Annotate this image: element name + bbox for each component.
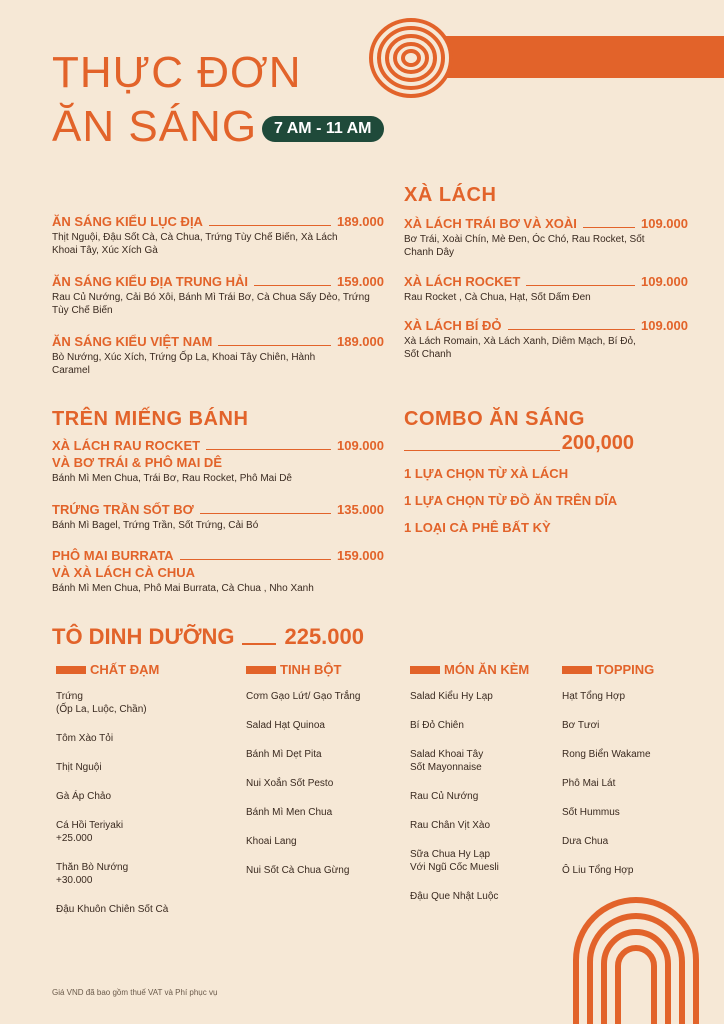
option-item: Cơm Gạo Lứt/ Gạo Trắng — [246, 691, 361, 702]
column-head-label: TINH BỘT — [280, 662, 342, 677]
option-item: Hạt Tổng Hợp — [562, 691, 626, 702]
item-name: XÀ LÁCH RAU ROCKET — [52, 438, 201, 453]
footer-note: Giá VND đã bao gồm thuế VAT và Phí phục vụ — [52, 988, 218, 997]
combo-line: 1 LOẠI CÀ PHÊ BẤT KỲ — [404, 520, 551, 535]
item-price: 189.000 — [337, 214, 384, 229]
option-item: Salad Hạt Quinoa — [246, 720, 325, 731]
option-item: Cá Hồi Teriyaki +25.000 — [56, 820, 124, 844]
column-head-label: TOPPING — [596, 662, 655, 677]
item-price: 135.000 — [337, 502, 384, 517]
item-price: 109.000 — [641, 274, 688, 289]
menu-item — [404, 274, 688, 304]
option-item: Dưa Chua — [562, 836, 609, 847]
page-title-line1: THỰC ĐƠN — [52, 48, 302, 97]
item-desc: Xà Lách Romain, Xà Lách Xanh, Diêm Mạch, Bí Đỏ, Sốt Chanh — [404, 336, 636, 360]
item-desc: Bánh Mì Men Chua, Phô Mai Burrata, Cà Chua , Nho Xanh — [52, 583, 314, 594]
combo-price: 200,000 — [561, 432, 634, 454]
option-item: Đậu Que Nhật Luộc — [410, 891, 499, 902]
option-item: Phô Mai Lát — [562, 778, 616, 789]
menu-item — [404, 216, 688, 259]
column-head-label: MÓN ĂN KÈM — [444, 662, 530, 677]
bowl-price: 225.000 — [284, 624, 364, 649]
item-name: ĂN SÁNG KIỂU ĐỊA TRUNG HẢI — [52, 274, 248, 289]
item-name: XÀ LÁCH TRÁI BƠ VÀ XOÀI — [404, 216, 577, 231]
option-item: Ô Liu Tổng Hợp — [562, 865, 634, 876]
menu-item — [52, 334, 384, 377]
option-item: Tôm Xào Tỏi — [56, 733, 114, 744]
column-list-topping — [562, 690, 702, 893]
item-price: 109.000 — [641, 216, 688, 231]
spiral-logo-icon — [368, 16, 724, 102]
option-item: Nui Sốt Cà Chua Gừng — [246, 865, 350, 876]
toast-section-title: TRÊN MIẾNG BÁNH — [52, 408, 249, 430]
option-item: Trứng (Ốp La, Luộc, Chần) — [56, 691, 147, 715]
menu-item — [52, 438, 384, 485]
option-item: Rau Chân Vịt Xào — [410, 820, 491, 831]
combo-line: 1 LỰA CHỌN TỪ ĐỒ ĂN TRÊN DĨA — [404, 493, 618, 508]
option-item: Bánh Mì Dẹt Pita — [246, 749, 322, 760]
item-desc: Thịt Nguội, Đậu Sốt Cà, Cà Chua, Trứng Tùy Chế Biến, Xà Lách Khoai Tây, Xúc Xích Gà — [52, 232, 338, 256]
menu-item — [52, 502, 384, 532]
salad-section-title: XÀ LÁCH — [404, 184, 497, 206]
item-name: XÀ LÁCH BÍ ĐỎ — [404, 318, 502, 333]
option-item: Rau Củ Nướng — [410, 791, 479, 802]
option-item: Salad Khoai Tây Sốt Mayonnaise — [410, 749, 484, 773]
item-price: 159.000 — [337, 548, 384, 563]
option-item: Bí Đỏ Chiên — [410, 720, 464, 731]
item-name: ĂN SÁNG KIỂU VIỆT NAM — [52, 334, 213, 349]
option-item: Đậu Khuôn Chiên Sốt Cà — [56, 904, 169, 915]
item-desc: Bánh Mì Men Chua, Trái Bơ, Rau Rocket, Phô Mai Dê — [52, 473, 292, 484]
option-item: Nui Xoắn Sốt Pesto — [246, 778, 334, 789]
item-desc: Bò Nướng, Xúc Xích, Trứng Ốp La, Khoai Tây Chiên, Hành Caramel — [52, 352, 316, 376]
item-desc: Bánh Mì Bagel, Trứng Trần, Sốt Trứng, Cải Bó — [52, 520, 259, 531]
item-price: 109.000 — [641, 318, 688, 333]
menu-item — [52, 214, 384, 257]
option-item: Bánh Mì Men Chua — [246, 807, 333, 818]
option-item: Salad Kiểu Hy Lạp — [410, 691, 493, 702]
item-desc: Bơ Trái, Xoài Chín, Mè Đen, Óc Chó, Rau Rocket, Sốt Chanh Dây — [404, 234, 645, 258]
item-name-line2: VÀ XÀ LÁCH CÀ CHUA — [52, 565, 195, 580]
column-list-protein — [56, 690, 226, 932]
item-desc: Rau Củ Nướng, Cải Bó Xôi, Bánh Mì Trái Bơ, Cà Chua Sấy Dẻo, Trứng Tùy Chế Biến — [52, 292, 370, 316]
column-head-side — [410, 662, 529, 677]
item-name: PHÔ MAI BURRATA — [52, 548, 174, 563]
column-head-starch — [246, 662, 341, 677]
option-item: Khoai Lang — [246, 836, 297, 847]
page-title-line2: ĂN SÁNG — [52, 102, 258, 151]
combo-section-title: COMBO ĂN SÁNG — [404, 408, 585, 430]
item-name: ĂN SÁNG KIỂU LỤC ĐỊA — [52, 214, 203, 229]
hours-badge: 7 AM - 11 AM — [262, 116, 384, 142]
item-name-line2: VÀ BƠ TRÁI & PHÔ MAI DÊ — [52, 455, 222, 470]
bowl-heading — [52, 624, 364, 650]
arch-decoration-icon — [566, 890, 706, 1024]
combo-line: 1 LỰA CHỌN TỪ XÀ LÁCH — [404, 466, 569, 481]
option-item: Bơ Tươi — [562, 720, 600, 731]
option-item: Sữa Chua Hy Lạp Với Ngũ Cốc Muesli — [410, 849, 499, 873]
option-item: Thịt Nguội — [56, 762, 102, 773]
item-name: XÀ LÁCH ROCKET — [404, 274, 521, 289]
item-desc: Rau Rocket , Cà Chua, Hạt, Sốt Dấm Đen — [404, 292, 591, 303]
column-head-topping — [562, 662, 654, 677]
combo-price-row — [404, 432, 634, 455]
bowl-title: TÔ DINH DƯỠNG — [52, 624, 235, 649]
option-item: Thăn Bò Nướng +30.000 — [56, 862, 129, 886]
combo-lines — [404, 466, 617, 547]
item-price: 159.000 — [337, 274, 384, 289]
option-item: Gà Áp Chảo — [56, 791, 112, 802]
column-list-starch — [246, 690, 396, 893]
column-head-label: CHẤT ĐẠM — [90, 662, 160, 677]
column-list-side — [410, 690, 550, 919]
menu-item — [52, 548, 384, 595]
item-name: TRỨNG TRẦN SỐT BƠ — [52, 502, 194, 517]
menu-item — [52, 274, 384, 317]
item-price: 109.000 — [337, 438, 384, 453]
column-head-protein — [56, 662, 159, 677]
menu-item — [404, 318, 688, 361]
option-item: Sốt Hummus — [562, 807, 620, 818]
item-price: 189.000 — [337, 334, 384, 349]
option-item: Rong Biển Wakame — [562, 749, 651, 760]
